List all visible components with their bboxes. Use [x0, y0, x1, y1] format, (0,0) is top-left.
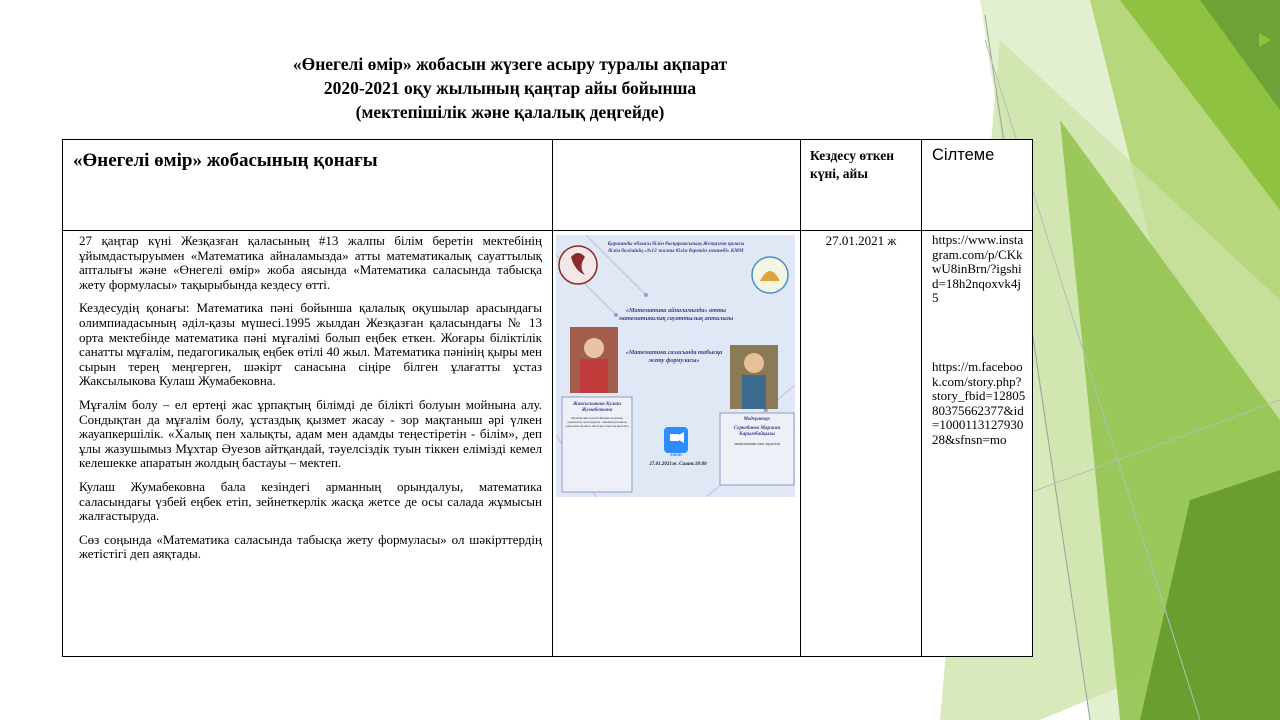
facebook-link[interactable]: https://m.facebook.com/story.php?story_fbid=1280580375662377&id=100011312793028&sfnsn=mo — [932, 358, 1026, 447]
table-row — [63, 231, 1033, 657]
header-image — [553, 140, 801, 231]
paragraph-3: Мұғалім болу – ел ертеңі жас ұрпақтың білімді де білікті болуын мойнына алу. Сондықтан да мұғалім болу, ұстаздық қызмет жасау - зор мақтаныш әрі үлкен жауапкершілік. «Халық пен халықты, адам мен адамды теңестіретін - білім», деп ұлы жазушымыз Мұхтар Әуезов айтқандай, тәуелсіздік туын тіккен елімізді кемел келешекке апаратын жолдың бастауы – мектеп. — [79, 396, 542, 471]
poster-topic: «Математика саласында табысқа жету формуласы» — [625, 349, 723, 364]
paragraph-2: Кездесудің қонағы: Математика пәні бойынша қалалық оқушылар арасындағы олимпиадасының әділ-қазы мүшесі.1995 жылдан Жезқазған қаласындағы № 13 орта мектебінде математика пәні мұғалімі болып еңбек еткен. Жоғары біліктілік санатты мұғалім, педагогикалық еңбек өтілі 40 жыл. Математика пәнінің қыры мен сырын терең меңгерген, шәкірт санасына сіңіре білген ұлағатты ұстаз Жаксылыкова Кулаш Жумабековна. — [79, 300, 542, 389]
meeting-date: 27.01.2021 ж — [801, 231, 922, 657]
poster-datetime: 27.01.2021ж. Сағат:18:00 — [649, 462, 707, 467]
poster-moderator-desc: математика пәні мұғалімі — [734, 441, 780, 446]
page-title — [160, 52, 860, 124]
title-line-3: (мектепішілік және қалалық деңгейде) — [355, 102, 665, 122]
poster-event: «Математика айналамызда» атты математикалық сауаттылық апталығы — [618, 307, 734, 322]
description-cell — [63, 231, 553, 657]
poster-moderator-label: Модератор: — [743, 417, 771, 422]
header-date: Кездесу өткен күні, айы — [801, 140, 922, 231]
paragraph-4: Кулаш Жумабековна бала кезіндегі арманның орындалуы, математика саласындағы үзбей еңбек етіп, зейнеткерлік жасқа жетсе де осы салада жұмысын жалғастыруда. — [79, 478, 542, 524]
poster-guest-name: Жаксылыкова Кулаш Жумабековна — [572, 401, 622, 414]
title-line-2: 2020-2021 оқу жылының қаңтар айы бойынша — [323, 78, 697, 98]
poster-header: Қарағанды облысы білім басқармасының Жезқазған қаласы білім бөлімінің «№13 жалпы білім беретін мектебі» КММ — [607, 241, 745, 254]
event-poster — [556, 235, 795, 497]
title-line-1: «Өнегелі өмір» жобасын жүзеге асыру туралы ақпарат — [292, 54, 728, 74]
poster-moderator-name: Серкебаева Маржан Карымбайқызы — [733, 425, 781, 438]
links-cell — [922, 231, 1033, 657]
paragraph-1: 27 қаңтар күні Жезқазған қаласының #13 жалпы білім беретін мектебінің ұйымдастыруымен «Математика айналамызда» атты математикалық сауаттылық апталығы және «Өнегелі өмір» жоба аясында «Математика саласында табысқа жету формуласы» тақырыбында кездесу өтті. — [79, 233, 542, 292]
header-link: Сілтеме — [922, 140, 1033, 231]
table-header-row — [63, 140, 1033, 231]
info-table — [62, 139, 1033, 657]
poster-zoom-label: zoom — [670, 453, 682, 458]
poster-guest-desc: Математика пәні бойынша қалалық оқушылар арасындағы олимпиадасының әділ-қазы мүшесі. Жоғары санатты мұғалім — [565, 416, 629, 429]
paragraph-5: Сөз соңында «Математика саласында табысқа жету формуласы» ол шәкірттердің жетістігі деп аяқтады. — [79, 531, 542, 562]
poster-cell — [553, 231, 801, 657]
header-guest: «Өнегелі өмір» жобасының қонағы — [63, 140, 553, 231]
instagram-link[interactable]: https://www.instagram.com/p/CKkwU8inBrn/?igshid=18h2nqoxvk4j5 — [932, 232, 1024, 306]
